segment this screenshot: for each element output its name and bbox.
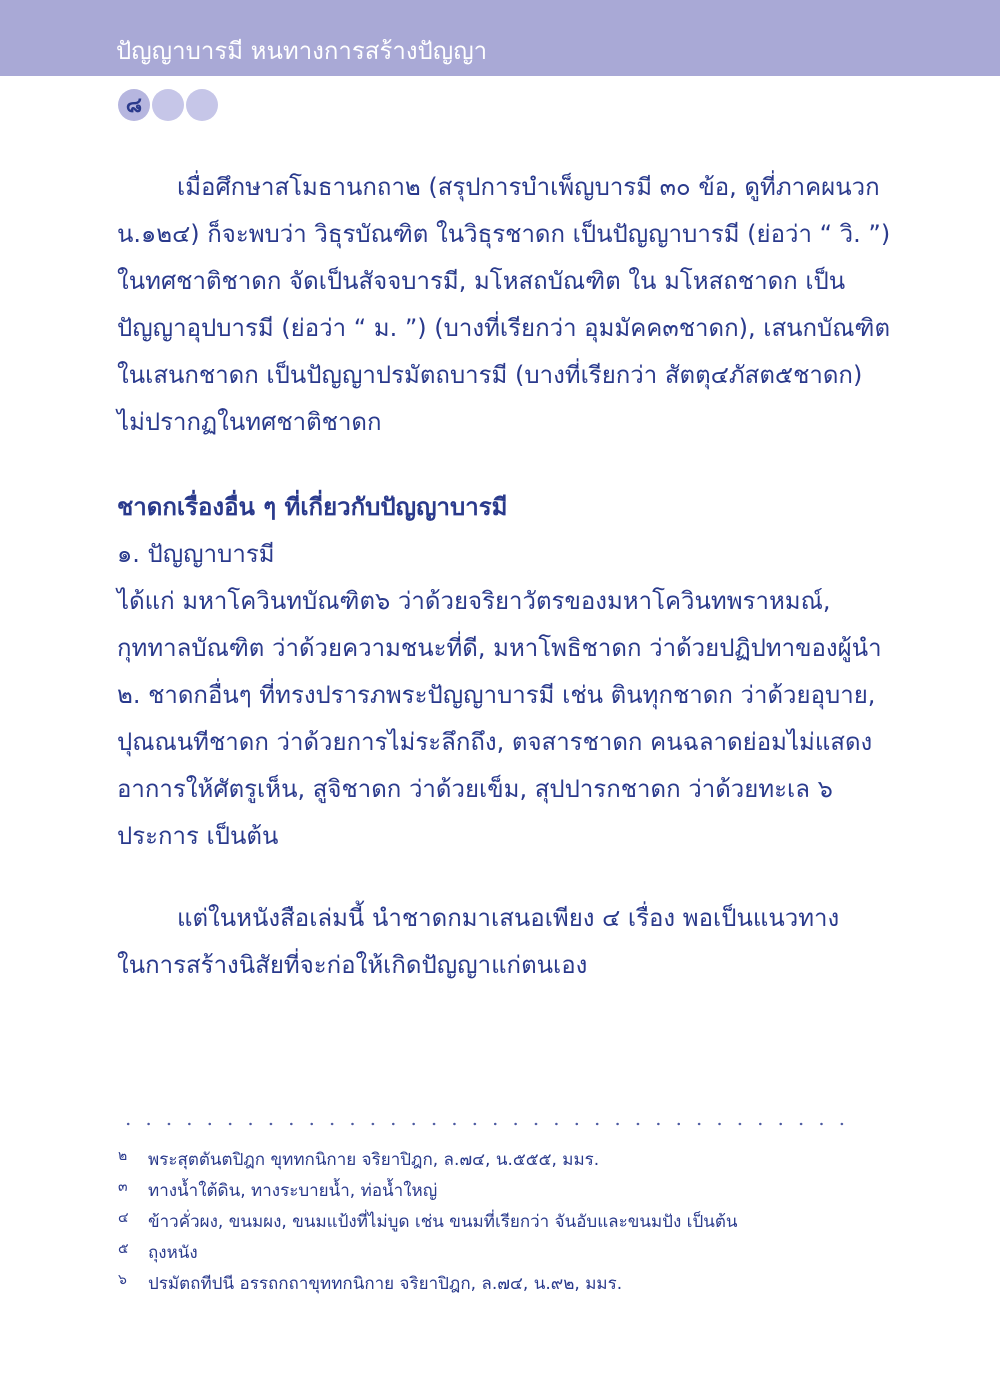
running-header-title: ปัญญาบารมี หนทางการสร้างปัญญา [116,37,488,65]
paragraph-line: ปัญญาอุปบารมี (ย่อว่า “ ม. ”) (บางที่เรียกว่า อุมมัคค๓ชาดก), เสนกบัณฑิต [117,314,891,342]
section-line: อาการให้ศัตรูเห็น, สูจิชาดก ว่าด้วยเข็ม, สุปปารกชาดก ว่าด้วยทะเล ๖ [117,775,833,803]
footnote-mark: ๔ [118,1210,129,1226]
footnote-text: พระสุตตันตปิฎก ขุททกนิกาย จริยาปิฎก, ล.๗๔, น.๕๕๕, มมร. [148,1150,600,1170]
footnote-mark: ๒ [118,1148,128,1164]
paragraph-line: เมื่อศึกษาสโมธานกถา๒ (สรุปการบำเพ็ญบารมี ๓๐ ข้อ, ดูที่ภาคผนวก [177,173,880,201]
paragraph-line: ในเสนกชาดก เป็นปัญญาปรมัตถบารมี (บางที่เรียกว่า สัตตุ๔ภัสต๕ชาดก) [117,361,863,389]
section-line: ประการ เป็นต้น [117,822,279,850]
decorative-dot [186,89,218,121]
section-line: กุททาลบัณฑิต ว่าด้วยความชนะที่ดี, มหาโพธิชาดก ว่าด้วยปฏิปทาของผู้นำ [117,634,882,662]
paragraph-line: ในทศชาติชาดก จัดเป็นสัจจบารมี, มโหสถบัณฑิต ใน มโหสถชาดก เป็น [117,267,846,295]
footnote [118,1238,878,1268]
paragraph-line: น.๑๒๔) ก็จะพบว่า วิธุรบัณฑิต ในวิธุรชาดก เป็นปัญญาบารมี (ย่อว่า “ วิ. ”) [117,220,891,248]
footnote [118,1145,878,1175]
footnote-separator [118,1122,854,1126]
page-number: ๘ [125,93,143,117]
footnote-text: ข้าวคั่วผง, ขนมผง, ขนมแป้งที่ไม่บูด เช่น ขนมที่เรียกว่า จันอับและขนมปัง เป็นต้น [148,1212,738,1232]
footnote-text: ถุงหนัง [148,1243,198,1263]
footnote [118,1269,878,1299]
footnote-mark: ๓ [118,1179,128,1195]
page-number-circle [118,89,150,121]
section-line: ได้แก่ มหาโควินทบัณฑิต๖ ว่าด้วยจริยาวัตรของมหาโควินทพราหมณ์, [117,587,831,615]
section-line: ๒. ชาดกอื่นๆ ที่ทรงปรารภพระปัญญาบารมี เช่น ตินทุกชาดก ว่าด้วยอุบาย, [117,681,876,709]
paragraph-line: ในการสร้างนิสัยที่จะก่อให้เกิดปัญญาแก่ตนเอง [117,951,588,979]
section-line: ๑. ปัญญาบารมี [117,540,275,568]
decorative-dot [152,89,184,121]
footnote-mark: ๕ [118,1241,129,1257]
footnote-mark: ๖ [118,1272,127,1288]
section-heading: ชาดกเรื่องอื่น ๆ ที่เกี่ยวกับปัญญาบารมี [117,493,508,521]
footnote-text: ทางน้ำใต้ดิน, ทางระบายน้ำ, ท่อน้ำใหญ่ [148,1181,438,1201]
paragraph-line: แต่ในหนังสือเล่มนี้ นำชาดกมาเสนอเพียง ๔ เรื่อง พอเป็นแนวทาง [177,904,840,932]
section-line: ปุณณนทีชาดก ว่าด้วยการไม่ระลึกถึง, ตจสารชาดก คนฉลาดย่อมไม่แสดง [117,728,873,756]
footnote-text: ปรมัตถทีปนี อรรถกถาขุททกนิกาย จริยาปิฎก, ล.๗๔, น.๙๒, มมร. [148,1274,623,1294]
footnote [118,1207,878,1237]
paragraph-line: ไม่ปรากฏในทศชาติชาดก [117,408,382,436]
footnote [118,1176,878,1206]
